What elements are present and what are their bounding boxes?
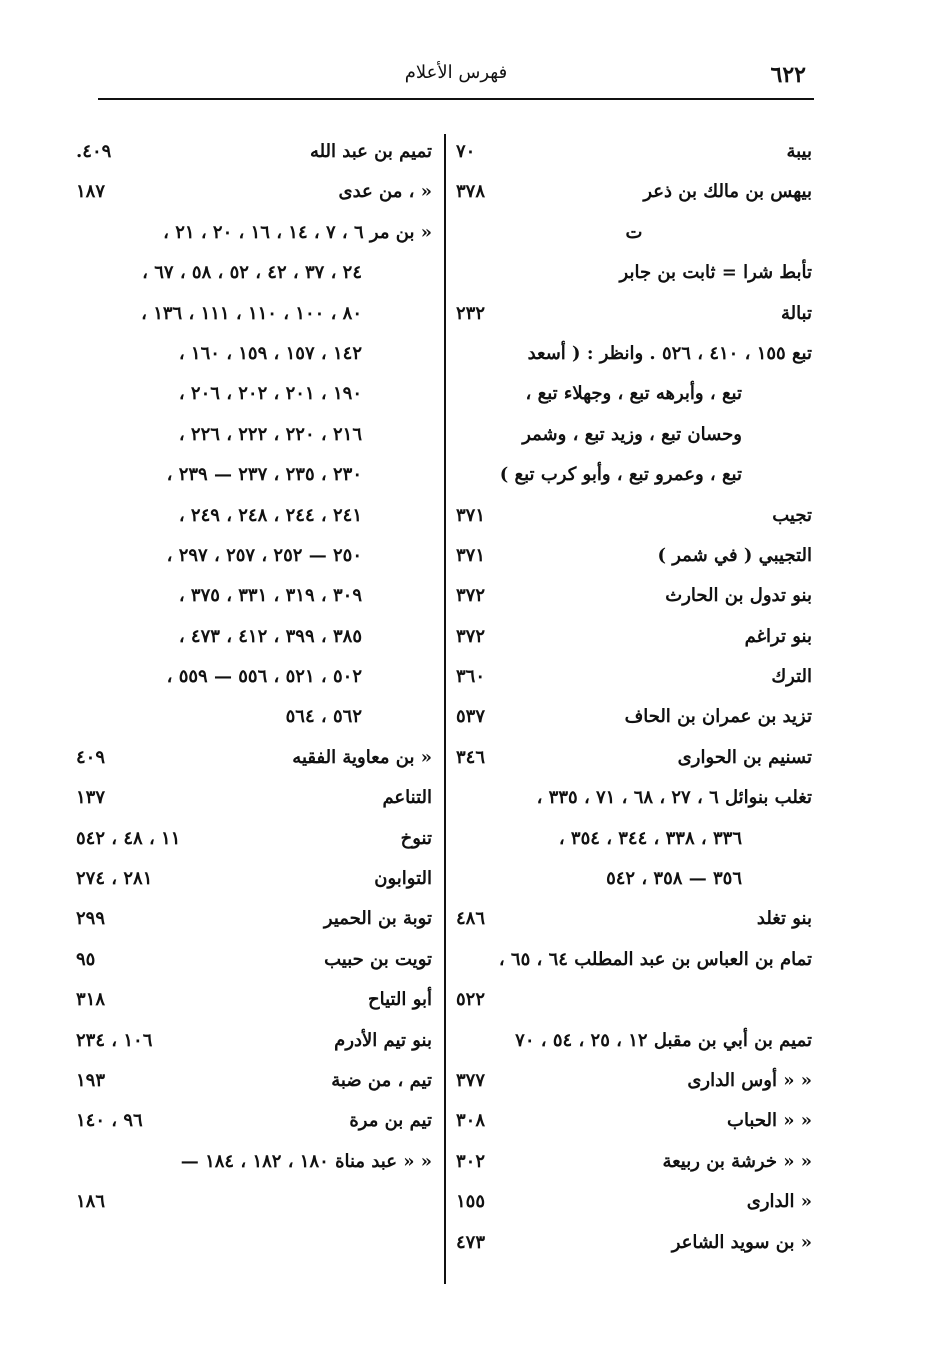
index-entry — [456, 1142, 812, 1182]
entry-text: تبع ، وعمرو تبع ، وأبو كرب تبع ) — [499, 464, 742, 486]
entry-term: أبو التياح — [367, 989, 432, 1011]
page-number: ٦٢٢ — [770, 62, 806, 88]
entry-text: ت — [625, 221, 643, 243]
index-entry — [76, 1142, 432, 1182]
entry-term: تسنيم بن الحوارى — [677, 746, 812, 768]
entry-term: التجيبي ( في شمر ) — [657, 544, 812, 566]
index-entry — [76, 294, 432, 334]
entry-page-numbers: ٥٢٢ — [456, 989, 486, 1011]
index-entry — [456, 859, 812, 899]
index-entry — [76, 132, 432, 172]
index-entry — [456, 455, 812, 495]
entry-page-numbers: ٣٧١ — [456, 504, 486, 526]
entry-text: ٥٠٢ ، ٥٢١ ، ٥٥٦ — ٥٥٩ ، — [166, 666, 362, 688]
index-entry — [456, 819, 812, 859]
index-entry — [456, 697, 812, 737]
index-entry — [456, 980, 812, 1020]
entry-term: تنوخ — [400, 827, 432, 849]
index-entry — [456, 415, 812, 455]
index-entry — [456, 334, 812, 374]
entry-term: تويت بن حبيب — [324, 948, 432, 970]
entry-text: تمام بن العباس بن عبد المطلب ٦٤ ، ٦٥ ، — [498, 948, 812, 970]
index-entry — [456, 778, 812, 818]
entry-page-numbers: ٩٦ ، ١٤٠ — [76, 1110, 143, 1132]
entry-term: التناعم — [382, 787, 432, 809]
entry-text: تأبط شرا = ثابت بن جابر — [619, 262, 812, 284]
entry-text: ١٤٢ ، ١٥٧ ، ١٥٩ ، ١٦٠ ، — [178, 342, 362, 364]
index-entry — [456, 940, 812, 980]
entry-page-numbers: ٩٥ — [76, 948, 96, 970]
index-entry — [456, 213, 812, 253]
index-entry — [456, 617, 812, 657]
entry-term: الترك — [771, 666, 812, 688]
page-header — [98, 60, 814, 100]
entry-page-numbers: ٧٠ — [456, 141, 476, 162]
entry-term: تزيد بن عمران بن الحاف — [624, 706, 812, 728]
entry-text: « « عبد مناة ١٨٠ ، ١٨٢ ، ١٨٤ — — [180, 1150, 432, 1172]
entry-term: « بن معاوية الفقيه — [292, 746, 432, 768]
entry-text: ٢٣٠ ، ٢٣٥ ، ٢٣٧ — ٢٣٩ ، — [166, 464, 362, 486]
entry-text: تميم بن أبي بن مقبل ١٢ ، ٢٥ ، ٥٤ ، ٧٠ — [515, 1029, 812, 1051]
index-entry — [76, 415, 432, 455]
index-entry — [76, 374, 432, 414]
index-entry — [456, 536, 812, 576]
index-entry — [76, 253, 432, 293]
index-entry — [76, 496, 432, 536]
entry-page-numbers: ١٥٥ — [456, 1191, 486, 1213]
entry-text: ٣٨٥ ، ٣٩٩ ، ٤١٢ ، ٤٧٣ ، — [178, 625, 362, 647]
index-entry — [456, 172, 812, 212]
entry-term: تميم بن عبد الله — [309, 141, 432, 162]
entry-text: ٢١٦ ، ٢٢٠ ، ٢٢٢ ، ٢٢٦ ، — [178, 423, 362, 445]
index-entry — [76, 172, 432, 212]
index-entry — [456, 899, 812, 939]
entry-page-numbers: ٤٠٩ — [76, 746, 106, 768]
entry-page-numbers: ١٨٧ — [76, 181, 106, 203]
entry-page-numbers: ٤٨٦ — [456, 908, 486, 930]
entry-term: بيهس بن مالك بن ذعر — [643, 181, 812, 203]
entry-page-numbers: ٣٠٨ — [456, 1110, 486, 1132]
index-entry — [456, 1182, 812, 1222]
entry-term: تجيب — [772, 504, 812, 526]
entry-text: وحسان تبع ، وزيد تبع ، وشمر — [522, 423, 742, 445]
entry-page-numbers: ٣٧١ — [456, 544, 486, 566]
entry-page-numbers: ٢٣٢ — [456, 302, 486, 324]
entry-page-numbers: ٣٧٧ — [456, 1069, 486, 1091]
index-entry — [456, 132, 812, 172]
index-entry — [456, 1101, 812, 1141]
entry-term: « « الحباب — [727, 1110, 812, 1132]
index-entry — [456, 294, 812, 334]
index-entry — [76, 657, 432, 697]
entry-text: تبع ١٥٥ ، ٤١٠ ، ٥٢٦ . وانظر : ( أسعد — [527, 342, 812, 364]
entry-term: « ، من عدى — [338, 181, 432, 203]
entry-text: ١٩٠ ، ٢٠١ ، ٢٠٢ ، ٢٠٦ ، — [178, 383, 362, 405]
entry-page-numbers: ١٠٦ ، ٢٣٤ — [76, 1029, 153, 1051]
entry-text: ٣٥٦ — ٣٥٨ ، ٥٤٢ — [606, 868, 742, 890]
entry-page-numbers: ٢٨١ ، ٢٧٤ — [76, 868, 153, 890]
index-entry — [456, 1223, 812, 1263]
entry-term: تيم بن مرة — [349, 1110, 432, 1132]
index-entry — [76, 697, 432, 737]
entry-text: ٢٥٠ — ٢٥٢ ، ٢٥٧ ، ٢٩٧ ، — [166, 544, 362, 566]
entry-page-numbers: ١٩٣ — [76, 1069, 106, 1091]
entry-text: ٥٦٢ ، ٥٦٤ — [285, 706, 362, 728]
entry-page-numbers: ٣٧٢ — [456, 585, 486, 607]
index-entry — [456, 1021, 812, 1061]
index-entry — [76, 899, 432, 939]
entry-term: بيبة — [786, 141, 812, 162]
entry-text: تغلب بنوائل ٦ ، ٢٧ ، ٦٨ ، ٧١ ، ٣٣٥ ، — [536, 787, 812, 809]
index-entry — [76, 536, 432, 576]
index-entry — [456, 738, 812, 778]
entry-term: بنو تراغم — [744, 625, 812, 647]
entry-page-numbers: ٣٧٨ — [456, 181, 486, 203]
entry-page-numbers: ٤٧٣ — [456, 1231, 486, 1253]
entry-text: ٨٠ ، ١٠٠ ، ١١٠ ، ١١١ ، ١٣٦ ، — [141, 302, 362, 324]
entry-page-numbers: ٣١٨ — [76, 989, 106, 1011]
entry-page-numbers: ٣٧٢ — [456, 625, 486, 647]
entry-term: « بن سويد الشاعر — [671, 1231, 812, 1253]
entry-page-numbers: ١١ ، ٤٨ ، ٥٤٢ — [76, 827, 181, 849]
index-entry — [76, 1061, 432, 1101]
entry-term: التوابون — [374, 868, 432, 890]
index-entry — [456, 253, 812, 293]
index-entry — [456, 657, 812, 697]
index-entry — [76, 778, 432, 818]
index-entry — [76, 940, 432, 980]
index-entry — [76, 980, 432, 1020]
index-entry — [76, 213, 432, 253]
index-entry — [76, 859, 432, 899]
index-entry — [76, 819, 432, 859]
index-entry — [456, 1061, 812, 1101]
entry-page-numbers: ٣٠٢ — [456, 1150, 486, 1172]
entry-page-numbers: ٣٦٠ — [456, 666, 486, 688]
entry-text: تبع ، وأبرهه تبع ، وجهلاء تبع ، — [525, 383, 742, 405]
index-entry — [76, 455, 432, 495]
entry-text: ٣٣٦ ، ٣٣٨ ، ٣٤٤ ، ٣٥٤ ، — [558, 827, 742, 849]
page-title: فهرس الأعلام — [404, 62, 508, 83]
entry-term: « « خرشة بن ربيعة — [662, 1150, 812, 1172]
entry-term: « الدارى — [746, 1191, 812, 1213]
entry-text: « بن مر ٦ ، ٧ ، ١٤ ، ١٦ ، ٢٠ ، ٢١ ، — [163, 221, 432, 243]
index-entry — [456, 576, 812, 616]
index-entry — [456, 374, 812, 414]
entry-term: بنو تدول بن الحارث — [665, 585, 812, 607]
entry-term: « « أوس الدارى — [687, 1069, 812, 1091]
entry-text: ٢٤١ ، ٢٤٤ ، ٢٤٨ ، ٢٤٩ ، — [178, 504, 362, 526]
entry-term: بنو تغلد — [756, 908, 812, 930]
entry-term: تبالة — [780, 302, 812, 324]
entry-term: توبة بن الحمير — [323, 908, 432, 930]
entry-page-numbers: ٥٣٧ — [456, 706, 486, 728]
entry-page-numbers: ٣٤٦ — [456, 746, 486, 768]
entry-page-numbers: ١٨٦ — [76, 1191, 106, 1213]
index-entry — [76, 576, 432, 616]
entry-term: تيم ، من ضبة — [331, 1069, 432, 1091]
index-entry — [76, 1021, 432, 1061]
index-entry — [456, 496, 812, 536]
entry-page-numbers: ٤٠٩. — [76, 141, 112, 162]
right-column — [456, 132, 812, 1263]
index-entry — [76, 1101, 432, 1141]
entry-text: ٢٤ ، ٣٧ ، ٤٢ ، ٥٢ ، ٥٨ ، ٦٧ ، — [142, 262, 362, 284]
entry-term: بنو تيم الأدرم — [334, 1029, 432, 1051]
index-entry — [76, 738, 432, 778]
entry-page-numbers: ١٣٧ — [76, 787, 106, 809]
entry-text: ٣٠٩ ، ٣١٩ ، ٣٣١ ، ٣٧٥ ، — [178, 585, 362, 607]
entry-page-numbers: ٢٩٩ — [76, 908, 106, 930]
column-divider — [444, 134, 446, 1284]
index-entry — [76, 334, 432, 374]
index-entry — [76, 617, 432, 657]
index-entry — [76, 1182, 432, 1222]
left-column — [76, 132, 432, 1223]
